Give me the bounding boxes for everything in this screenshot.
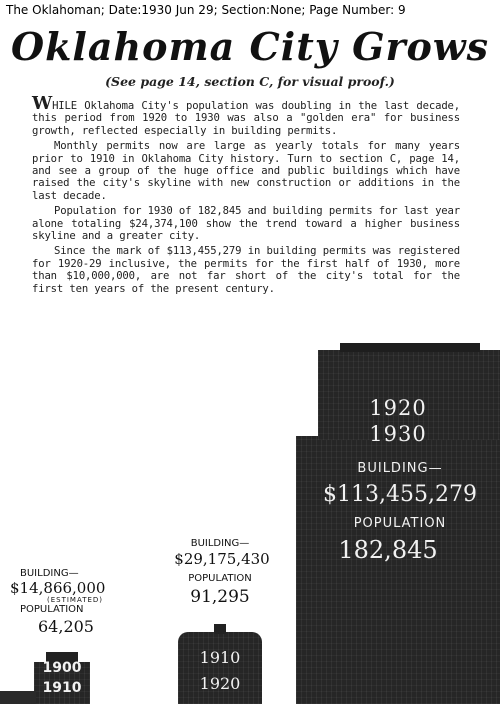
building-small-annex [0,691,36,704]
building-large-base [296,436,500,704]
subhead: (See page 14, section C, for visual proof.) [105,74,395,89]
building-medium-years-top: 1910 [199,648,241,667]
drop-cap: W [32,93,53,114]
article-paragraph-1-text: HILE Oklahoma City's population was doubling in the last decade, this period from 1920 to 1930 was also a "golden era" for business growth, reflected especially in building permits. [32,100,460,137]
source-line: The Oklahoman; Date:1930 Jun 29; Section:None; Page Number: 9 [6,3,406,17]
article-paragraph-4: Since the mark of $113,455,279 in building permits was registered for 1920-29 inclusive, the permits for the first half of 1930, more than $10,000,000, are not far short of the city's total for the first ten years of the present century. [32,245,460,295]
building-medium-population-label: POPULATION [188,573,252,584]
building-medium-population-value: 91,295 [190,587,250,607]
building-medium-building-label: BUILDING— [190,538,250,549]
article-body [32,93,460,298]
building-small-building-value: $14,866,000 [10,579,106,597]
building-small-building-label: BUILDING— [20,568,79,579]
building-small-estimated: (ESTIMATED) [46,596,104,604]
building-small-population-label: POPULATION [20,604,84,615]
building-medium-body [178,632,262,704]
building-large-years-top: 1920 [369,396,427,420]
building-small-years-top: 1900 [42,660,82,676]
building-large-population-label: POPULATION [353,516,447,531]
building-small-population-value: 64,205 [38,617,94,636]
building-small-years-bottom: 1910 [42,680,82,696]
headline: Oklahoma City Grows [11,24,489,69]
building-large-parapet [340,343,480,352]
building-large-years-bottom: 1930 [369,422,427,446]
building-medium-cupola [214,624,226,634]
building-medium-building-value: $29,175,430 [174,550,270,568]
article-paragraph-3: Population for 1930 of 182,845 and building permits for last year alone totaling $24,374,100 show the trend toward a higher business skyline and a greater city. [32,205,460,243]
building-medium-years-bottom: 1920 [199,674,241,693]
article-paragraph-1 [32,93,460,137]
building-large-population-value: 182,845 [338,536,438,564]
article-paragraph-2: Monthly permits now are large as yearly totals for many years prior to 1910 in Oklahoma City history. Turn to section C, page 14, and see a group of the huge office and public buildings which have raised the city's skyline with new construction or additions in the last decade. [32,140,460,202]
building-large-building-label: BUILDING— [357,461,443,476]
building-large-building-value: $113,455,279 [323,482,477,507]
